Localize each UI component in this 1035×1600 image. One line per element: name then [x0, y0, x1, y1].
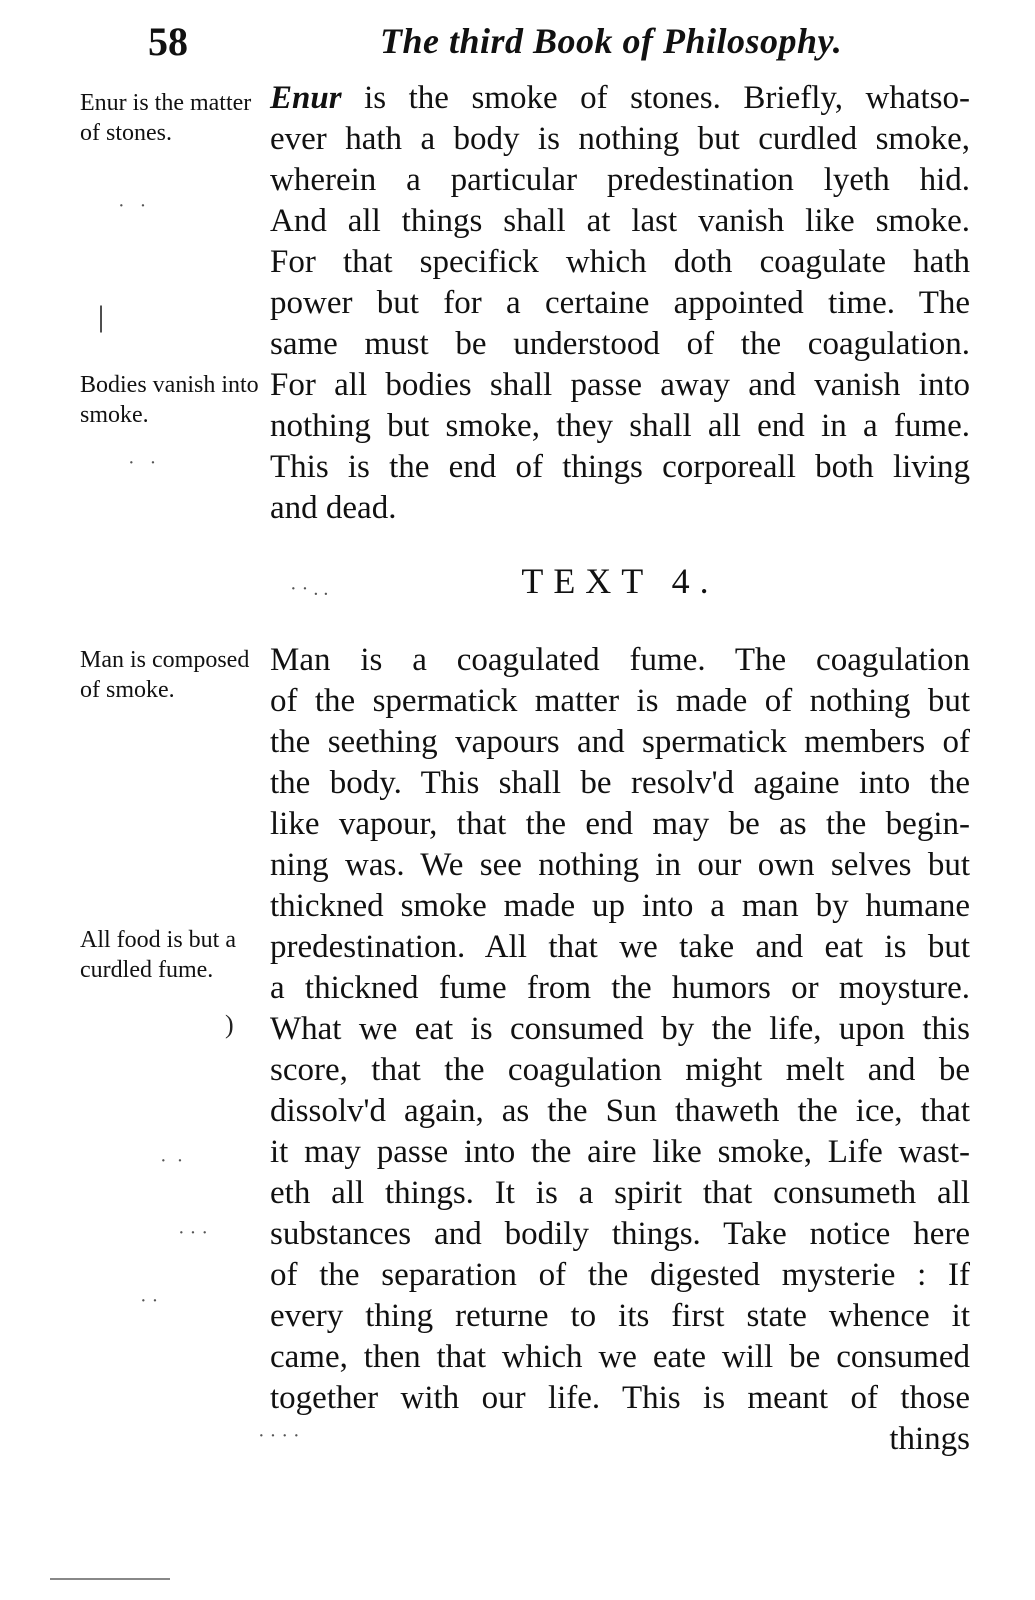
text-line: together with our life. This is meant of those [270, 1380, 970, 1416]
ink-mark: | [98, 300, 105, 333]
text-line: thickned smoke made up into a man by humane [270, 888, 970, 924]
paragraph-text-4 [270, 640, 970, 1460]
margin-note-enur: Enur is the matter of stones. [80, 90, 252, 146]
text-line: ning was. We see nothing in our own selves but [270, 847, 970, 883]
text-line: What we eat is consumed by the life, upon this [270, 1011, 970, 1047]
text-line: wherein a particular predestination lyeth hid. [270, 162, 970, 198]
text-line: predestination. All that we take and eat is but [270, 929, 970, 965]
text-line: ever hath a body is nothing but curdled smoke, [270, 121, 970, 157]
text-line: nothing but smoke, they shall all end in a fume. [270, 408, 970, 444]
text-line: of the spermatick matter is made of nothing but [270, 683, 970, 719]
ink-speck: · · · [178, 1222, 208, 1244]
text-line: of the separation of the digested mysterie : If [270, 1257, 970, 1293]
text-line: the seething vapours and spermatick members of [270, 724, 970, 760]
section-title: TEXT 4. [521, 561, 719, 601]
margin-note-man: Man is composed of smoke. [80, 647, 250, 703]
text-line: same must be understood of the coagulation. [270, 326, 970, 362]
text-line: And all things shall at last vanish like smoke. [270, 203, 970, 239]
text-line: eth all things. It is a spirit that consumeth all [270, 1175, 970, 1211]
text-line: came, then that which we eate will be consumed [270, 1339, 970, 1375]
text-line: like vapour, that the end may be as the begin- [270, 806, 970, 842]
text-line: This is the end of things corporeall both living [270, 449, 970, 485]
text-line: the body. This shall be resolv'd againe into the [270, 765, 970, 801]
text-line: For all bodies shall passe away and vanish into [270, 367, 970, 403]
text-line: and dead. [270, 490, 397, 526]
text-line: For that specifick which doth coagulate hath [270, 244, 970, 280]
page-header [0, 18, 1035, 68]
lead-word: Enur [270, 80, 342, 116]
ink-speck: · · . . [290, 578, 329, 600]
text-line: every thing returne to its first state whence it [270, 1298, 970, 1334]
text-line: Man is a coagulated fume. The coagulation [270, 642, 970, 678]
bottom-rule [50, 1578, 170, 1580]
ink-mark: ) [225, 1010, 234, 1039]
ink-speck: · · [118, 195, 147, 217]
paragraph-enur [270, 78, 970, 529]
margin-note-bodies: Bodies vanish into smoke. [80, 372, 259, 428]
text-line: it may passe into the aire like smoke, Life wast- [270, 1134, 970, 1170]
ink-speck: · · [128, 452, 157, 474]
ink-speck: · · [160, 1150, 184, 1172]
ink-speck: · · · · [258, 1425, 300, 1447]
first-line-rest: is the smoke of stones. Briefly, whatso- [364, 80, 970, 116]
text-line: dissolv'd again, as the Sun thaweth the ice, that [270, 1093, 970, 1129]
running-head: The third Book of Philosophy. [380, 21, 843, 61]
text-line: score, that the coagulation might melt and be [270, 1052, 970, 1088]
ink-speck: · · [140, 1290, 159, 1312]
text-line [270, 78, 970, 119]
text-line: substances and bodily things. Take notice here [270, 1216, 970, 1252]
margin-note-food: All food is but a curdled fume. [80, 927, 236, 983]
catchword: things [889, 1421, 970, 1457]
text-line: power but for a certaine appointed time. The [270, 285, 970, 321]
text-line: a thickned fume from the humors or moysture. [270, 970, 970, 1006]
page-number: 58 [148, 19, 188, 64]
